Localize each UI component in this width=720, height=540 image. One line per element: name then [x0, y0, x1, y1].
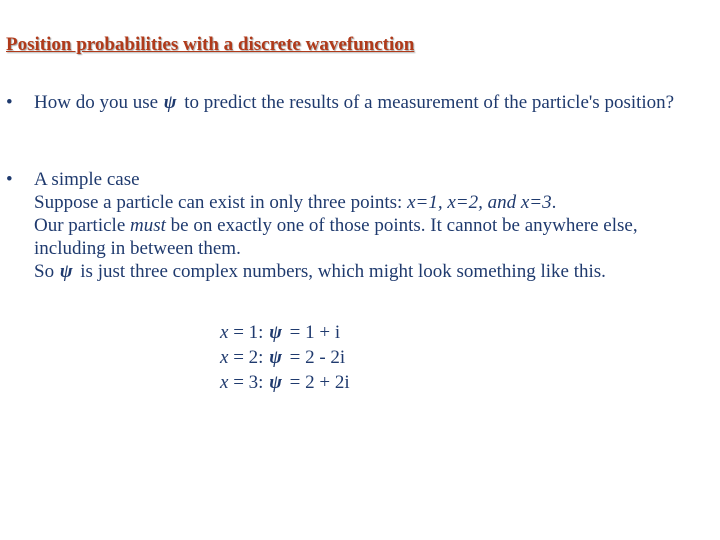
line-3-text-a: So	[34, 261, 55, 282]
bullet-1	[4, 91, 712, 114]
bullet-marker: •	[6, 169, 13, 190]
line-1-text: Suppose a particle can exist in only three points:	[34, 192, 408, 213]
eq-left: = 2:	[228, 347, 269, 368]
eq-variable: x	[220, 322, 229, 343]
equation-row	[220, 320, 350, 345]
bullet-2-heading: A simple case	[34, 169, 140, 190]
bullet-1-before: How do you use	[34, 92, 159, 113]
bullet-2-line-1	[34, 191, 712, 214]
line-3-text-b: is just three complex numbers, which might look something like this.	[80, 261, 606, 282]
equation-row	[220, 370, 350, 395]
bullet-1-text	[34, 91, 712, 114]
bullet-marker: •	[6, 92, 13, 113]
psi-symbol: ψ	[269, 372, 282, 393]
line-2-emphasis: must	[130, 215, 166, 236]
eq-left: = 1:	[228, 322, 269, 343]
line-2-text-a: Our particle	[34, 215, 131, 236]
line-1-end: .	[551, 192, 557, 213]
line-1-points: x=1, x=2, and x=3	[407, 192, 552, 213]
line-2-text-c: be on exactly one of those points. It cannot be anywhere else, including in between them.	[34, 215, 638, 259]
eq-right: = 1 + i	[284, 322, 341, 343]
eq-variable: x	[220, 372, 229, 393]
bullet-2-line-3	[34, 260, 712, 283]
psi-symbol: ψ	[269, 322, 282, 343]
equation-row	[220, 345, 350, 370]
eq-right: = 2 - 2i	[284, 347, 346, 368]
psi-symbol: ψ	[269, 347, 282, 368]
psi-symbol: ψ	[59, 261, 73, 282]
bullet-1-after: to predict the results of a measurement of the particle's position?	[184, 92, 675, 113]
bullet-2	[4, 168, 712, 283]
psi-symbol: ψ	[163, 92, 177, 113]
bullet-2-text	[34, 168, 712, 283]
eq-variable: x	[220, 347, 229, 368]
eq-left: = 3:	[228, 372, 269, 393]
eq-right: = 2 + 2i	[284, 372, 350, 393]
slide-title: Position probabilities with a discrete wavefunction	[6, 34, 415, 55]
bullet-2-line-2	[34, 214, 712, 260]
equation-list	[220, 320, 350, 395]
